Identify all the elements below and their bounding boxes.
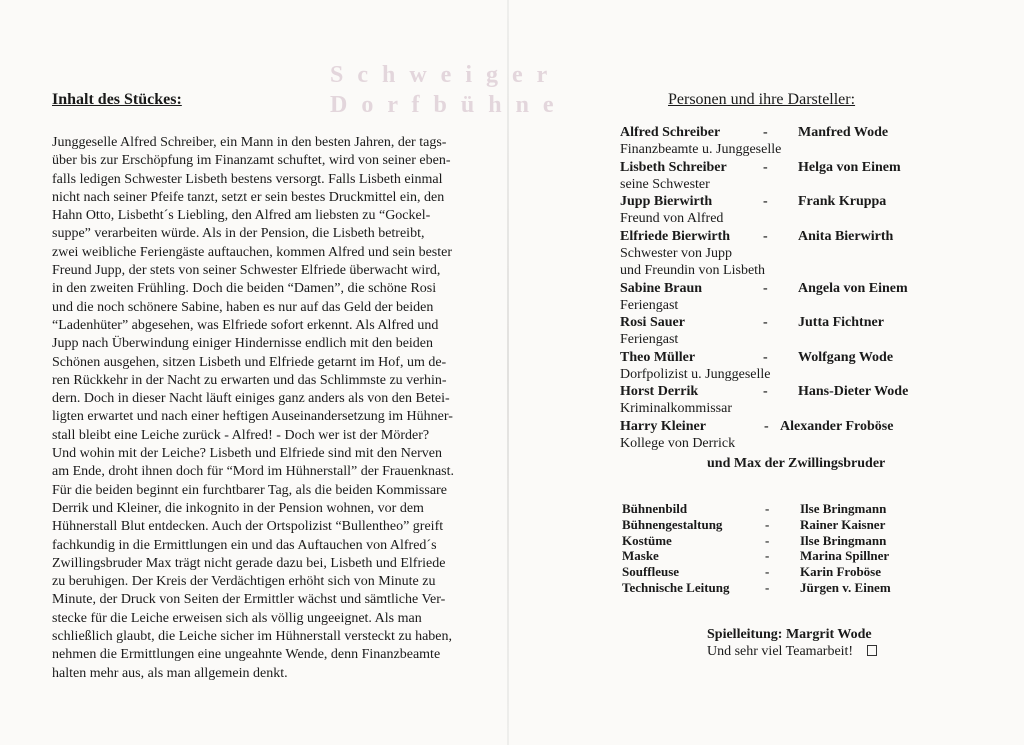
story-line: über bis zur Erschöpfung im Finanzamt schuftet, wird von seiner eben- [52,153,451,169]
story-line: ligten erwartet und nach einer heftigen Auseinandersetzung im Hühner- [52,409,453,425]
actor-name: Wolfgang Wode [798,349,894,365]
crew-person: Ilse Bringmann [800,501,887,516]
separator-dash: - [763,315,768,331]
role-name: Horst Derrik [620,384,699,400]
cast-entry [620,125,950,160]
actor-name: Helga von Einem [798,159,901,175]
story-line: Jupp nach Überwindung einiger Hindernisse endlich mit den beiden [52,336,434,352]
separator-dash: - [765,532,770,548]
role-name: Rosi Sauer [620,315,685,331]
separator-dash: - [763,280,768,296]
cast-list [620,125,950,454]
show-through-mark: D o r f b ü h n e [330,92,558,118]
role-name: Lisbeth Schreiber [620,159,727,175]
cast-entry [620,281,950,316]
story-line: suppe” verarbeiten würde. Als in der Pension, die Lisbeth betreibt, [52,226,425,242]
crew-row [622,564,922,580]
story-text [52,134,488,683]
separator-dash: - [763,384,768,400]
crew-person: Ilse Bringmann [800,532,887,548]
crew-row [622,548,922,564]
actor-name: Hans-Dieter Wode [798,384,909,400]
story-line: Schönen ausgehen, sitzen Lisbeth und Elfriede getarnt im Hof, um de- [52,354,447,370]
role-name: Alfred Schreiber [620,125,721,140]
separator-dash: - [765,579,770,595]
story-line: Freund Jupp, der stets von seiner Schwester Elfriede überwacht wird, [52,263,441,279]
crew-row [622,580,922,596]
role-description: Schwester von Jupp [620,245,732,261]
story-line: am Ende, droht ihnen doch für “Mord im Hühnerstall” der Frauenknast. [52,464,455,480]
crew-role: Souffleuse [622,564,680,580]
story-line: falls ledigen Schwester Lisbeth bestens versorgt. Falls Lisbeth einmal [52,171,443,187]
crew-role: Technische Leitung [622,579,730,595]
story-line: halten mehr aus, als man allgemein denkt. [52,665,288,681]
crew-role: Kostüme [622,532,672,548]
separator-dash: - [765,516,770,532]
crew-role: Bühnenbild [622,501,688,516]
cast-title: Personen und ihre Darsteller: [668,91,856,108]
actor-name: Frank Kruppa [798,194,887,210]
role-description: Feriengast [620,332,679,348]
story-line: in den zweiten Frühling. Doch die beiden “Damen”, die schöne Rosi [52,281,437,297]
crew-row [622,501,922,517]
story-line: Derrik und Kleiner, die inkognito in der Pension wohnen, vor dem [52,500,424,516]
story-line: Für die beiden beginnt ein furchtbarer Tag, als die beiden Kommissare [52,482,447,498]
role-name: Elfriede Bierwirth [620,228,731,244]
role-description: Kriminalkommissar [620,401,732,417]
crew-role: Bühnengestaltung [622,516,723,532]
story-heading: Inhalt des Stückes: [52,91,182,108]
actor-name: Angela von Einem [798,280,908,296]
story-line: stall bleibt eine Leiche zurück - Alfred! - Doch wer ist der Mörder? [52,427,430,443]
square-symbol-icon [867,645,877,656]
crew-person: Jürgen v. Einem [800,579,891,595]
cast-entry [620,194,950,229]
separator-dash: - [765,548,770,564]
story-line: Zwillingsbruder Max trägt nicht gerade dazu bei, Lisbeth und Elfriede [52,555,446,571]
cast-entry [620,419,950,454]
separator-dash: - [763,228,768,244]
additional-role: und Max der Zwillingsbruder [707,456,886,471]
story-line: dern. Doch in dieser Nacht läuft einiges ganz anders als von den Betei- [52,391,450,407]
story-line: Junggeselle Alfred Schreiber, ein Mann in den besten Jahren, der tags- [52,135,447,150]
cast-entry [620,350,950,385]
story-line: ren Rückkehr in der Nacht zu erwarten und das Schlimmste zu verhin- [52,372,447,388]
director-line: Spielleitung: Margrit Wode [707,627,872,642]
role-name: Theo Müller [620,349,696,365]
actor-name: Alexander Froböse [780,419,894,435]
story-line: nicht nach seiner Pfeife tanzt, setzt er sein bestes Druckmittel ein, den [52,189,445,205]
story-line: nehmen die Ermittlungen eine ungeahnte Wende, denn Finanzbeamte [52,647,441,663]
show-through-mark: S c h w e i g e r [330,62,552,88]
crew-person: Marina Spillner [800,548,890,564]
story-line: Hahn Otto, Lisbetht´s Liebling, den Alfred am liebsten zu “Gockel- [52,208,431,224]
separator-dash: - [765,501,770,516]
crew-row [622,533,922,549]
cast-entry [620,315,950,350]
story-line: schließlich glaubt, die Leiche sicher im Hühnerstall versteckt zu haben, [52,629,453,645]
actor-name: Jutta Fichtner [798,315,884,331]
role-description: Freund von Alfred [620,211,724,227]
story-line: fachkundig in die Ermittlungen ein und das Auftauchen von Alfred´s [52,537,437,553]
story-line: Hühnerstall Blut entdecken. Auch der Ortspolizist “Bullentheo” greift [52,519,444,535]
story-line: Und wohin mit der Leiche? Lisbeth und Elfriede sind mit den Nerven [52,446,442,462]
role-description: Dorfpolizist u. Junggeselle [620,366,771,382]
role-name: Harry Kleiner [620,419,706,435]
role-description: Finanzbeamte u. Junggeselle [620,142,782,157]
separator-dash: - [764,419,769,435]
role-name: Jupp Bierwirth [620,194,713,210]
story-line: Minute, der Druck von Seiten der Ermittler wächst und sämtliche Ver- [52,592,446,608]
actor-name: Manfred Wode [798,125,889,140]
cast-entry-continuation [620,246,950,279]
story-line: stecke für die Leiche erweisen sich als völlig ungeeignet. Als man [52,610,422,626]
cast-entry [620,160,950,195]
crew-person: Karin Froböse [800,564,882,580]
crew-list [622,501,922,596]
role-name: Sabine Braun [620,280,703,296]
separator-dash: - [763,349,768,365]
separator-dash: - [763,194,768,210]
role-description: und Freundin von Lisbeth [620,263,766,279]
crew-person: Rainer Kaisner [800,516,886,532]
role-description: Feriengast [620,297,679,313]
story-line: und die noch schönere Sabine, haben es nur auf das Geld der beiden [52,299,434,315]
crew-row [622,517,922,533]
actor-name: Anita Bierwirth [798,228,894,244]
crew-role: Maske [622,548,659,564]
story-line: zwei weibliche Feriengäste auftauchen, kommen Alfred und sein bester [52,244,453,260]
story-line: zu beruhigen. Der Kreis der Verdächtigen erhöht sich von Minute zu [52,574,436,590]
thanks-line [707,644,877,660]
role-description: Kollege von Derrick [620,436,736,452]
cast-entry [620,384,950,419]
separator-dash: - [765,564,770,580]
role-description: seine Schwester [620,176,710,192]
thanks-text: Und sehr viel Teamarbeit! [707,644,854,659]
separator-dash: - [763,125,768,140]
story-line: “Ladenhüter” abgesehen, was Elfriede sofort erkennt. Als Alfred und [52,317,439,333]
separator-dash: - [763,159,768,175]
